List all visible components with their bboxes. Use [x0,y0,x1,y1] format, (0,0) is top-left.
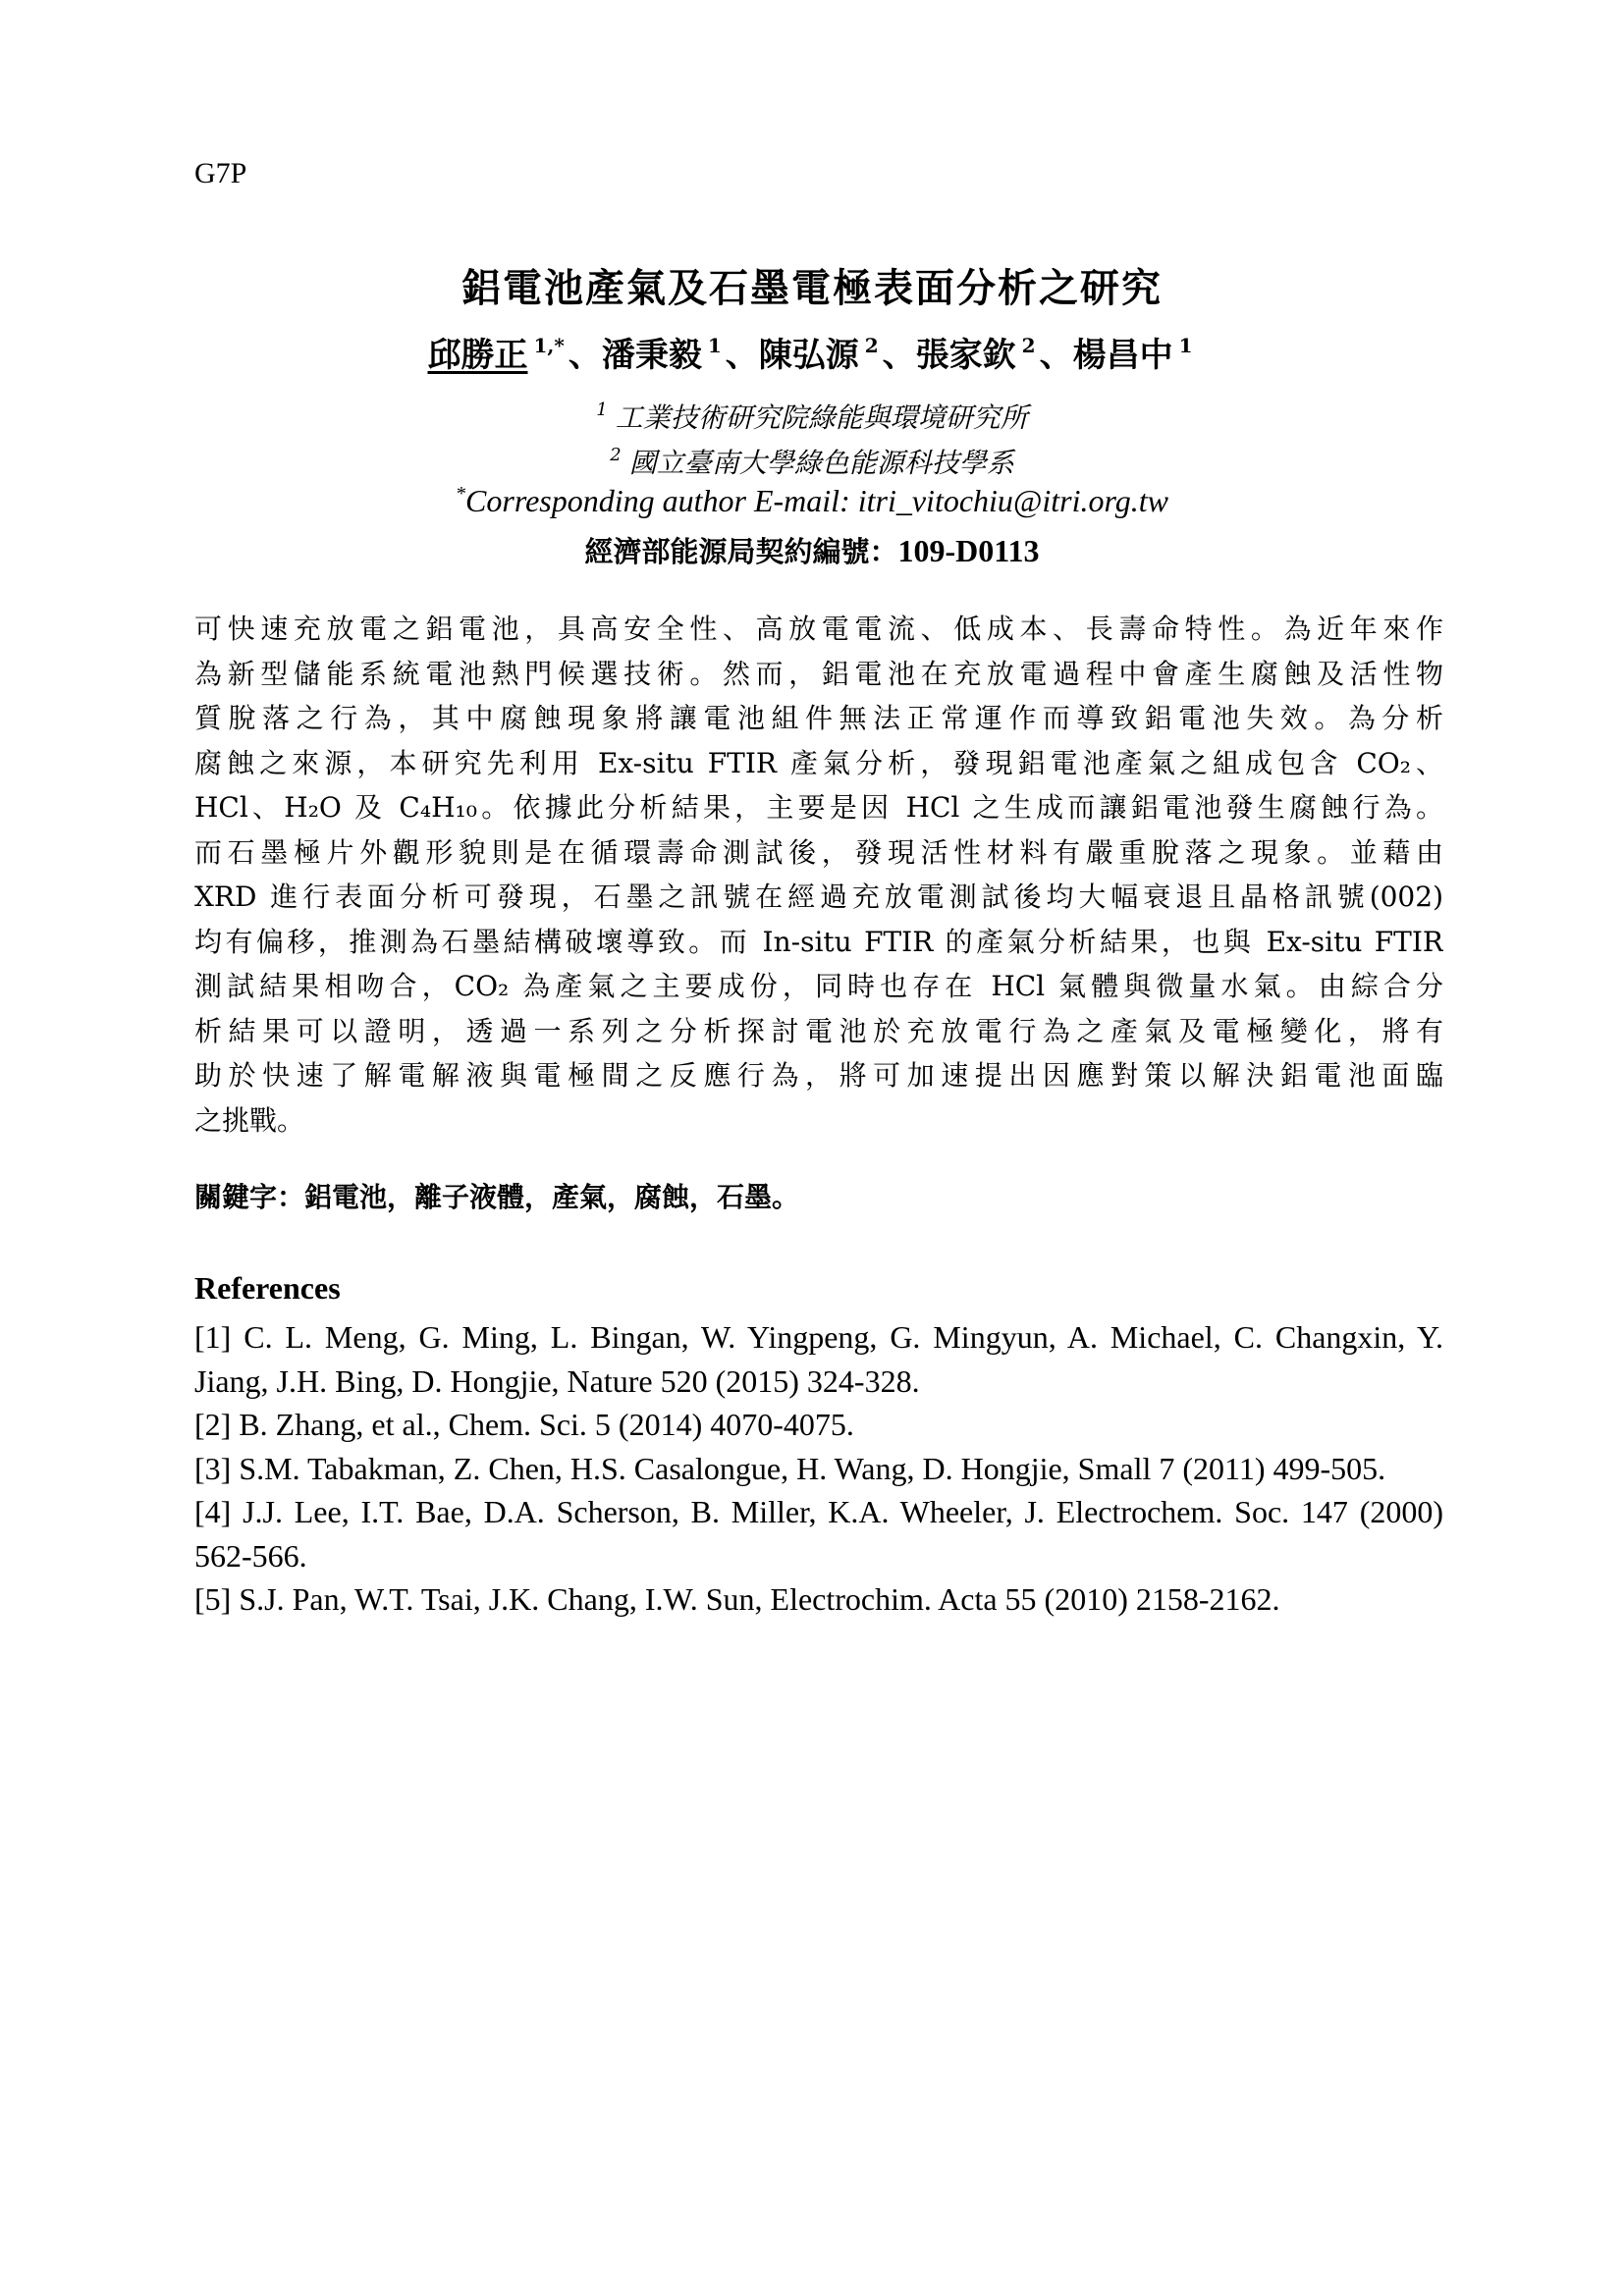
abstract-line: HCl、H₂O 及 C₄H₁₀。依據此分析結果，主要是因 HCl 之生成而讓鋁電池發生腐蝕行為。 [194,791,1443,824]
author-affiliation-mark: 2 [864,334,879,357]
abstract-line: 析結果可以證明，透過一系列之分析探討電池於充放電行為之產氣及電極變化，將有 [194,1014,1443,1047]
author-affiliation-mark: 1,* [533,334,565,357]
reference-item: [4] J.J. Lee, I.T. Bae, D.A. Scherson, B. Miller, K.A. Wheeler, J. Electrochem. Soc. 147 (2000) 562-566. [194,1494,1443,1574]
abstract-line: 質脫落之行為，其中腐蝕現象將讓電池組件無法正常運作而導致鋁電池失效。為分析 [194,702,1443,734]
contract-number [0,530,1624,570]
affiliation-text: 國立臺南大學綠色能源科技學系 [628,447,1014,479]
abstract-line: 均有偏移，推測為石墨結構破壞導致。而 In-situ FTIR 的產氣分析結果，也與 Ex-situ FTIR [194,925,1443,958]
abstract [194,607,1443,1143]
corresponding-mark: * [456,483,466,505]
author-name: 張家欽 [915,336,1016,375]
author-affiliation-mark: 1 [707,334,722,357]
affiliation-mark: 1 [596,400,608,420]
abstract-line: 助於快速了解電解液與電極間之反應行為，將可加速提出因應對策以解決鋁電池面臨 [194,1059,1443,1092]
author-affiliation-mark: 2 [1021,334,1036,357]
references-heading: References [194,1270,341,1306]
author-name: 楊昌中 [1072,336,1173,375]
author-separator: 、 [725,336,759,375]
author-name: 潘秉毅 [601,336,702,375]
affiliation-mark: 2 [610,445,622,465]
abstract-line: 而石墨極片外觀形貌則是在循環壽命測試後，發現活性材料有嚴重脫落之現象。並藉由 [194,835,1443,869]
affiliation-1 [0,397,1624,436]
abstract-line: XRD 進行表面分析可發現，石墨之訊號在經過充放電測試後均大幅衰退且晶格訊號(002) [194,881,1443,913]
abstract-line: 可快速充放電之鋁電池，具高安全性、高放電電流、低成本、長壽命特性。為近年來作 [194,613,1443,645]
corresponding-email-text: Corresponding author E-mail: itri_vitochiu@itri.org.tw [465,483,1168,518]
contract-value: 109-D0113 [897,533,1040,568]
author-separator: 、 [882,336,916,375]
affiliation-text: 工業技術研究院綠能與環境研究所 [615,401,1028,434]
reference-item: [3] S.M. Tabakman, Z. Chen, H.S. Casalongue, H. Wang, D. Hongjie, Small 7 (2011) 499-505. [194,1450,1386,1486]
paper-title: 鋁電池產氣及石墨電極表面分析之研究 [461,265,1163,311]
reference-item: [1] C. L. Meng, G. Ming, L. Bingan, W. Yingpeng, G. Mingyun, A. Michael, C. Changxin, Y. Jiang, J.H. Bing, D. Hongjie, Nature 520 (2015) 324-328. [194,1319,1443,1399]
keywords: 關鍵字：鋁電池，離子液體，產氣，腐蝕，石墨。 [194,1181,800,1213]
author-list [0,328,1624,376]
reference-item: [2] B. Zhang, et al., Chem. Sci. 5 (2014) 4070-4075. [194,1407,854,1442]
reference-item: [5] S.J. Pan, W.T. Tsai, J.K. Chang, I.W. Sun, Electrochim. Acta 55 (2010) 2158-2162. [194,1581,1280,1617]
contract-label: 經濟部能源局契約編號： [584,535,898,568]
author-affiliation-mark: 1 [1178,334,1193,357]
author-name: 陳弘源 [758,336,859,375]
abstract-line: 腐蝕之來源，本研究先利用 Ex-situ FTIR 產氣分析，發現鋁電池產氣之組成包含 CO₂、 [194,746,1443,779]
abstract-line: 之挑戰。 [194,1103,305,1137]
affiliation-2 [0,442,1624,481]
author-separator: 、 [568,336,602,375]
corresponding-author [0,483,1624,519]
reference-list [194,1315,1443,1622]
session-code: G7P [194,157,247,189]
abstract-line: 測試結果相吻合，CO₂ 為產氣之主要成份，同時也存在 HCl 氣體與微量水氣。由綜合分 [194,970,1443,1002]
author-name: 邱勝正 [427,336,528,375]
author-separator: 、 [1039,336,1073,375]
abstract-line: 為新型儲能系統電池熱門候選技術。然而，鋁電池在充放電過程中會產生腐蝕及活性物 [194,657,1443,690]
